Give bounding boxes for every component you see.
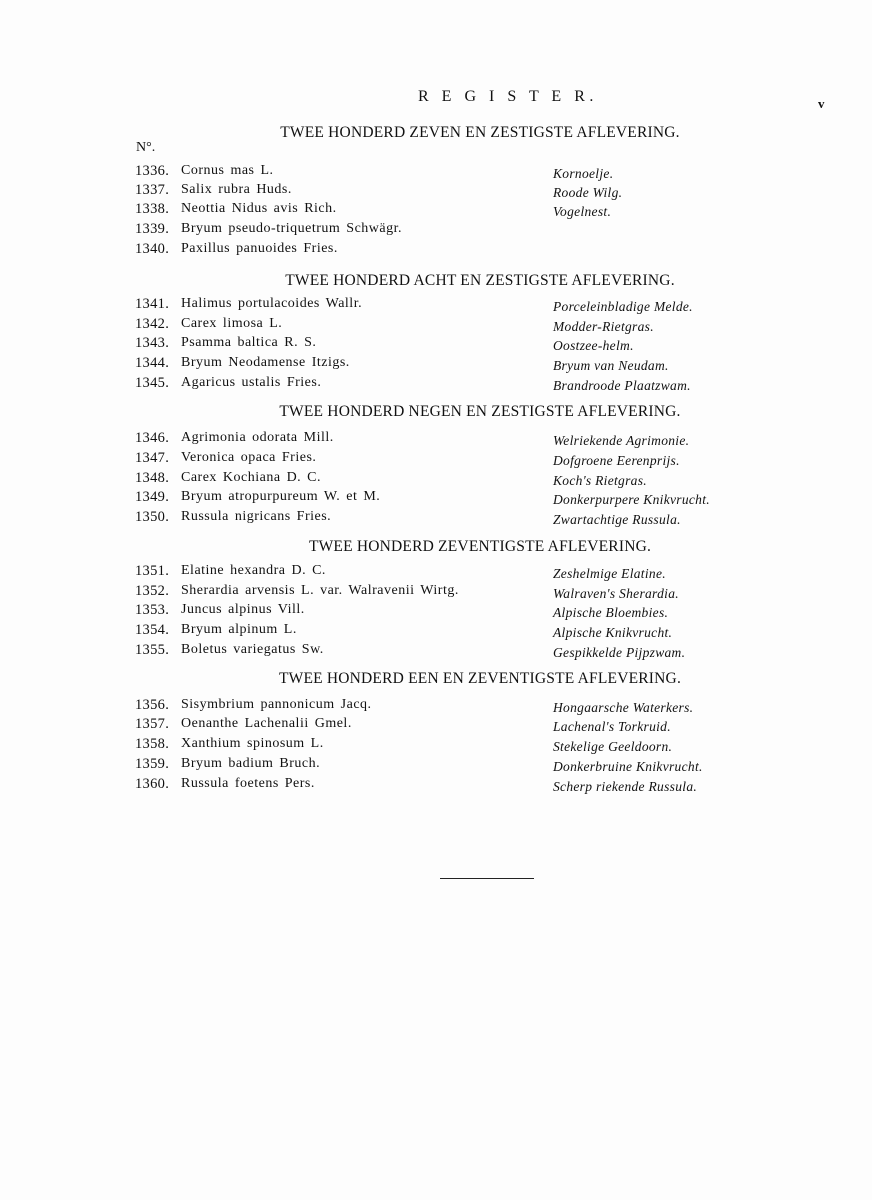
scientific-name: Bryum atropurpureum W. et M. <box>181 489 381 504</box>
register-entry <box>135 468 745 488</box>
common-name: Welriekende Agrimonie. <box>553 433 690 448</box>
entry-number: 1349. <box>135 489 170 505</box>
common-name: Vogelnest. <box>553 204 612 219</box>
common-name: Bryum van Neudam. <box>553 358 669 373</box>
entry-number: 1356. <box>135 697 170 713</box>
entry-number: 1345. <box>135 375 170 391</box>
register-entry <box>135 199 745 219</box>
register-entry <box>135 373 745 393</box>
scientific-name: Russula foetens Pers. <box>181 776 315 791</box>
register-entry <box>135 754 745 774</box>
register-entry <box>135 561 745 581</box>
entry-number: 1355. <box>135 642 170 658</box>
section-heading-269: TWEE HONDERD NEGEN EN ZESTIGSTE AFLEVERING. <box>279 403 681 420</box>
entry-number: 1342. <box>135 316 170 332</box>
scientific-name: Bryum badium Bruch. <box>181 756 321 771</box>
scientific-name: Paxillus panuoides Fries. <box>181 241 338 256</box>
scientific-name: Psamma baltica R. S. <box>181 335 317 350</box>
common-name: Oostzee-helm. <box>553 338 634 353</box>
scientific-name: Veronica opaca Fries. <box>181 450 317 465</box>
common-name: Stekelige Geeldoorn. <box>553 739 673 754</box>
scientific-name: Neottia Nidus avis Rich. <box>181 201 337 216</box>
entry-number: 1341. <box>135 296 170 312</box>
register-entry <box>135 219 745 239</box>
register-entry <box>135 774 745 794</box>
scientific-name: Sisymbrium pannonicum Jacq. <box>181 697 372 712</box>
entry-number: 1343. <box>135 335 170 351</box>
common-name: Gespikkelde Pijpzwam. <box>553 645 686 660</box>
register-title: R E G I S T E R. <box>418 88 598 105</box>
scientific-name: Xanthium spinosum L. <box>181 736 324 751</box>
entry-number: 1358. <box>135 736 170 752</box>
scientific-name: Juncus alpinus Vill. <box>181 602 305 617</box>
section-heading-271: TWEE HONDERD EEN EN ZEVENTIGSTE AFLEVERING. <box>278 670 682 687</box>
entry-number: 1354. <box>135 622 170 638</box>
scientific-name: Cornus mas L. <box>181 163 274 178</box>
register-entry <box>135 714 745 734</box>
scientific-name: Elatine hexandra D. C. <box>181 563 326 578</box>
register-entry <box>135 333 745 353</box>
common-name: Dofgroene Eerenprijs. <box>553 453 680 468</box>
common-name: Alpische Bloembies. <box>553 605 669 620</box>
register-entry <box>135 448 745 468</box>
common-name: Scherp riekende Russula. <box>553 779 698 794</box>
common-name: Koch's Rietgras. <box>553 473 647 488</box>
common-name: Modder-Rietgras. <box>553 319 654 334</box>
register-entry <box>135 487 745 507</box>
entry-number: 1351. <box>135 563 170 579</box>
entry-number: 1336. <box>135 163 170 179</box>
entry-number: 1337. <box>135 182 170 198</box>
section-heading-270: TWEE HONDERD ZEVENTIGSTE AFLEVERING. <box>308 538 652 555</box>
common-name: Roode Wilg. <box>553 185 623 200</box>
entry-number: 1344. <box>135 355 170 371</box>
common-name: Donkerbruine Knikvrucht. <box>553 759 703 774</box>
register-entry <box>135 507 745 527</box>
register-entry <box>135 314 745 334</box>
register-entry <box>135 428 745 448</box>
register-entry <box>135 180 745 200</box>
entry-number: 1360. <box>135 776 170 792</box>
common-name: Brandroode Plaatzwam. <box>553 378 691 393</box>
scientific-name: Carex Kochiana D. C. <box>181 470 322 485</box>
entry-number: 1350. <box>135 509 170 525</box>
register-entry <box>135 239 745 259</box>
scientific-name: Halimus portulacoides Wallr. <box>181 296 363 311</box>
scientific-name: Bryum Neodamense Itzigs. <box>181 355 350 370</box>
common-name: Zwartachtige Russula. <box>553 512 681 527</box>
register-entry <box>135 294 745 314</box>
scientific-name: Boletus variegatus Sw. <box>181 642 324 657</box>
common-name: Zeshelmige Elatine. <box>553 566 666 581</box>
scientific-name: Agrimonia odorata Mill. <box>181 430 334 445</box>
common-name: Donkerpurpere Knikvrucht. <box>553 492 710 507</box>
register-entry <box>135 161 745 181</box>
scientific-name: Sherardia arvensis L. var. Walravenii Wirtg. <box>181 583 459 598</box>
number-column-label: N°. <box>136 140 156 155</box>
common-name: Lachenal's Torkruid. <box>553 719 671 734</box>
register-entry <box>135 620 745 640</box>
common-name: Hongaarsche Waterkers. <box>553 700 694 715</box>
scientific-name: Oenanthe Lachenalii Gmel. <box>181 716 352 731</box>
common-name: Porceleinbladige Melde. <box>553 299 693 314</box>
entry-number: 1347. <box>135 450 170 466</box>
entry-number: 1359. <box>135 756 170 772</box>
common-name: Alpische Knikvrucht. <box>553 625 673 640</box>
section-heading-267: TWEE HONDERD ZEVEN EN ZESTIGSTE AFLEVERING. <box>280 124 680 141</box>
register-entry <box>135 734 745 754</box>
entry-number: 1348. <box>135 470 170 486</box>
register-entry <box>135 353 745 373</box>
common-name: Kornoelje. <box>553 166 614 181</box>
scientific-name: Salix rubra Huds. <box>181 182 292 197</box>
entry-number: 1338. <box>135 201 170 217</box>
entry-number: 1340. <box>135 241 170 257</box>
register-entry <box>135 581 745 601</box>
scientific-name: Bryum pseudo-triquetrum Schwägr. <box>181 221 403 236</box>
end-rule <box>440 878 534 879</box>
entry-number: 1346. <box>135 430 170 446</box>
scientific-name: Bryum alpinum L. <box>181 622 297 637</box>
scientific-name: Carex limosa L. <box>181 316 283 331</box>
scientific-name: Agaricus ustalis Fries. <box>181 375 322 390</box>
entry-number: 1353. <box>135 602 170 618</box>
register-entry <box>135 640 745 660</box>
page-mark: v <box>818 96 825 111</box>
entry-number: 1352. <box>135 583 170 599</box>
entry-number: 1339. <box>135 221 170 237</box>
register-entry <box>135 600 745 620</box>
section-heading-268: TWEE HONDERD ACHT EN ZESTIGSTE AFLEVERING. <box>285 272 675 289</box>
scientific-name: Russula nigricans Fries. <box>181 509 332 524</box>
register-entry <box>135 695 745 715</box>
common-name: Walraven's Sherardia. <box>553 586 679 601</box>
entry-number: 1357. <box>135 716 170 732</box>
